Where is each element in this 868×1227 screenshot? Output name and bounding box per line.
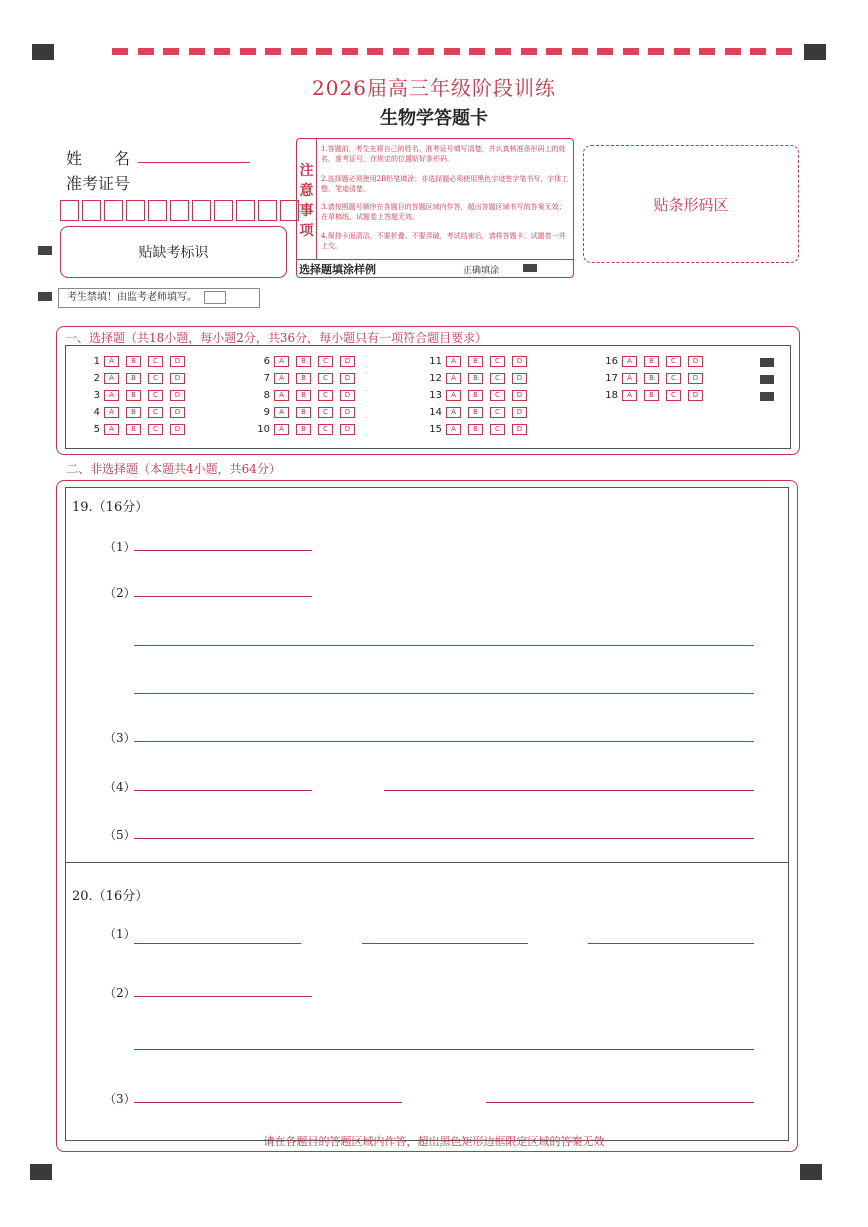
option-bubble-d[interactable]: D <box>512 407 527 418</box>
question-number: 11 <box>429 356 442 367</box>
option-bubble-c[interactable]: C <box>318 373 333 384</box>
row-sync-marker <box>760 375 774 384</box>
sync-marker <box>38 292 52 301</box>
option-bubble-b[interactable]: B <box>468 407 483 418</box>
option-bubble-d[interactable]: D <box>170 373 185 384</box>
question-number: 3 <box>93 390 100 401</box>
option-bubble-b[interactable]: B <box>644 356 659 367</box>
q19-1-answer-line[interactable] <box>134 550 312 551</box>
choice-section-title: 一、选择题（共18小题，每小题2分，共36分，每小题只有一项符合题目要求） <box>65 331 488 345</box>
option-bubble-a[interactable]: A <box>274 407 289 418</box>
exam-id-digit-box[interactable] <box>60 200 79 221</box>
timing-dash <box>469 48 485 55</box>
option-bubble-a[interactable]: A <box>622 373 637 384</box>
option-bubble-d[interactable]: D <box>340 390 355 401</box>
timing-dash <box>495 48 511 55</box>
option-bubble-b[interactable]: B <box>296 373 311 384</box>
footer-note: 请在各题目的答题区域内作答，超出黑色矩形边框限定区域的答案无效 <box>263 1135 605 1148</box>
q19-5-answer-line[interactable] <box>134 838 754 839</box>
option-bubble-b[interactable]: B <box>468 390 483 401</box>
q19-3-answer-line[interactable] <box>134 741 754 742</box>
notice-item: 1.答题前，考生先将自己的姓名、准考证号填写清楚，并认真核准条形码上的姓名、准考证号，在规定的位置贴好条形码。 <box>321 145 566 163</box>
question-number: 5 <box>93 424 100 435</box>
absent-fill-box[interactable] <box>204 291 226 304</box>
option-bubble-b[interactable]: B <box>468 373 483 384</box>
option-bubble-b[interactable]: B <box>644 373 659 384</box>
timing-dash <box>699 48 715 55</box>
option-bubble-d[interactable]: D <box>170 407 185 418</box>
option-bubble-d[interactable]: D <box>512 356 527 367</box>
timing-dash <box>240 48 256 55</box>
timing-dash <box>367 48 383 55</box>
option-bubble-b[interactable]: B <box>296 407 311 418</box>
timing-marks <box>112 48 792 56</box>
notice-heading-char: 项 <box>299 223 314 239</box>
choice-question-2 <box>76 373 192 384</box>
option-bubble-c[interactable]: C <box>148 373 163 384</box>
exam-title: 2026届高三年级阶段训练 <box>312 76 556 100</box>
choice-question-16 <box>594 356 710 367</box>
choice-question-17 <box>594 373 710 384</box>
option-bubble-c[interactable]: C <box>318 407 333 418</box>
exam-id-digit-box[interactable] <box>126 200 145 221</box>
q20-1-answer-line[interactable] <box>362 943 528 944</box>
question-number: 14 <box>429 407 442 418</box>
question-number: 15 <box>429 424 442 435</box>
exam-id-digit-box[interactable] <box>148 200 167 221</box>
option-bubble-d[interactable]: D <box>512 424 527 435</box>
option-bubble-d[interactable]: D <box>688 390 703 401</box>
option-bubble-c[interactable]: C <box>490 424 505 435</box>
option-bubble-d[interactable]: D <box>340 424 355 435</box>
option-bubble-d[interactable]: D <box>688 373 703 384</box>
question-divider <box>66 862 788 863</box>
option-bubble-c[interactable]: C <box>666 390 681 401</box>
sync-marker <box>38 246 52 255</box>
nonchoice-section <box>56 480 798 1152</box>
q19-sub-4: （4） <box>104 780 136 794</box>
option-bubble-b[interactable]: B <box>468 424 483 435</box>
q19-2-answer-line[interactable] <box>134 596 312 597</box>
question-number: 7 <box>263 373 270 384</box>
option-bubble-c[interactable]: C <box>148 424 163 435</box>
timing-dash <box>521 48 537 55</box>
q19-sub-3: （3） <box>104 731 136 745</box>
timing-dash <box>776 48 792 55</box>
choice-question-14 <box>418 407 534 418</box>
exam-id-digit-box[interactable] <box>170 200 189 221</box>
choice-question-10 <box>246 424 362 435</box>
proctor-note-text: 考生禁填！由监考老师填写。 <box>67 292 197 303</box>
choice-question-1 <box>76 356 192 367</box>
card-title: 生物学答题卡 <box>380 108 488 129</box>
option-bubble-c[interactable]: C <box>148 356 163 367</box>
option-bubble-d[interactable]: D <box>688 356 703 367</box>
notice-item: 4.保持卡面清洁，不要折叠、不要弄破，考试结束后，请将答题卡、试题卷一并上交。 <box>321 232 566 250</box>
timing-dash <box>444 48 460 55</box>
option-bubble-a[interactable]: A <box>622 390 637 401</box>
choice-question-9 <box>246 407 362 418</box>
option-bubble-b[interactable]: B <box>126 356 141 367</box>
option-bubble-a[interactable]: A <box>274 390 289 401</box>
option-bubble-a[interactable]: A <box>274 356 289 367</box>
q19-sub-5: （5） <box>104 828 136 842</box>
timing-dash <box>291 48 307 55</box>
notice-heading-char: 注 <box>299 163 314 179</box>
choice-question-11 <box>418 356 534 367</box>
option-bubble-c[interactable]: C <box>490 390 505 401</box>
option-bubble-a[interactable]: A <box>104 424 119 435</box>
timing-dash <box>674 48 690 55</box>
name-label: 姓 名 <box>66 149 131 168</box>
q20-1-answer-line[interactable] <box>588 943 754 944</box>
notice-heading-char: 事 <box>299 203 314 219</box>
option-bubble-b[interactable]: B <box>126 373 141 384</box>
option-bubble-d[interactable]: D <box>170 356 185 367</box>
option-bubble-b[interactable]: B <box>126 390 141 401</box>
question-number: 16 <box>605 356 618 367</box>
q19-4-answer-line[interactable] <box>134 790 312 791</box>
q20-3-answer-line[interactable] <box>134 1102 402 1103</box>
option-bubble-c[interactable]: C <box>490 407 505 418</box>
correct-fill-label: 正确填涂 <box>463 266 500 276</box>
option-bubble-d[interactable]: D <box>340 373 355 384</box>
option-bubble-d[interactable]: D <box>170 424 185 435</box>
choice-question-7 <box>246 373 362 384</box>
timing-dash <box>725 48 741 55</box>
option-bubble-c[interactable]: C <box>666 373 681 384</box>
option-bubble-a[interactable]: A <box>446 407 461 418</box>
q19-sub-2: （2） <box>104 586 136 600</box>
choice-grid <box>65 345 791 449</box>
q20-2-answer-line[interactable] <box>134 1049 754 1050</box>
choice-question-8 <box>246 390 362 401</box>
exam-id-digit-box[interactable] <box>214 200 233 221</box>
fill-sample-row <box>297 259 573 277</box>
q20-3-answer-line[interactable] <box>486 1102 754 1103</box>
corner-marker-top-right <box>804 44 826 60</box>
question-number: 13 <box>429 390 442 401</box>
exam-id-digit-box[interactable] <box>258 200 277 221</box>
option-bubble-d[interactable]: D <box>340 407 355 418</box>
question-number: 18 <box>605 390 618 401</box>
q19-2-answer-line[interactable] <box>134 693 754 694</box>
exam-id-boxes[interactable] <box>60 200 302 221</box>
option-bubble-a[interactable]: A <box>446 424 461 435</box>
option-bubble-c[interactable]: C <box>490 356 505 367</box>
question-number: 17 <box>605 373 618 384</box>
option-bubble-b[interactable]: B <box>644 390 659 401</box>
option-bubble-a[interactable]: A <box>104 407 119 418</box>
timing-dash <box>163 48 179 55</box>
question-number: 10 <box>257 424 270 435</box>
timing-dash <box>316 48 332 55</box>
option-bubble-b[interactable]: B <box>296 424 311 435</box>
notice-heading-char: 意 <box>299 183 314 199</box>
timing-dash <box>572 48 588 55</box>
option-bubble-b[interactable]: B <box>468 356 483 367</box>
option-bubble-c[interactable]: C <box>318 356 333 367</box>
nonchoice-section-title: 二、非选择题（本题共4小题，共64分） <box>66 462 281 476</box>
option-bubble-c[interactable]: C <box>318 390 333 401</box>
question-number: 6 <box>263 356 270 367</box>
question-number: 9 <box>263 407 270 418</box>
option-bubble-a[interactable]: A <box>622 356 637 367</box>
exam-id-digit-box[interactable] <box>82 200 101 221</box>
timing-dash <box>418 48 434 55</box>
option-bubble-c[interactable]: C <box>148 407 163 418</box>
barcode-label: 贴条形码区 <box>653 195 729 214</box>
choice-question-6 <box>246 356 362 367</box>
option-bubble-b[interactable]: B <box>126 407 141 418</box>
choice-question-5 <box>76 424 192 435</box>
option-bubble-b[interactable]: B <box>296 356 311 367</box>
notice-heading <box>297 139 317 259</box>
timing-dash <box>342 48 358 55</box>
choice-question-15 <box>418 424 534 435</box>
option-bubble-a[interactable]: A <box>446 356 461 367</box>
fill-sample-label: 选择题填涂样例 <box>299 263 376 276</box>
option-bubble-a[interactable]: A <box>446 373 461 384</box>
option-bubble-c[interactable]: C <box>318 424 333 435</box>
timing-dash <box>393 48 409 55</box>
option-bubble-a[interactable]: A <box>104 373 119 384</box>
exam-id-label: 准考证号 <box>66 174 131 193</box>
option-bubble-d[interactable]: D <box>340 356 355 367</box>
q20-1-answer-line[interactable] <box>134 943 301 944</box>
q20-sub-3: （3） <box>104 1092 136 1106</box>
question-number: 1 <box>93 356 100 367</box>
row-sync-marker <box>760 392 774 401</box>
choice-question-13 <box>418 390 534 401</box>
corner-marker-top-left <box>32 44 54 60</box>
notice-item: 2.选择题必须使用2B铅笔填涂；非选择题必须使用黑色字迹签字笔书写，字体工整、笔迹清楚。 <box>321 175 569 193</box>
corner-marker-bottom-left <box>30 1164 52 1180</box>
option-bubble-a[interactable]: A <box>446 390 461 401</box>
option-bubble-a[interactable]: A <box>274 373 289 384</box>
timing-dash <box>214 48 230 55</box>
timing-dash <box>189 48 205 55</box>
q19-title: 19.（16分） <box>72 500 149 515</box>
option-bubble-d[interactable]: D <box>512 390 527 401</box>
name-field[interactable] <box>138 162 250 163</box>
timing-dash <box>138 48 154 55</box>
question-number: 8 <box>263 390 270 401</box>
option-bubble-a[interactable]: A <box>104 390 119 401</box>
correct-fill-sample <box>523 264 537 272</box>
timing-dash <box>265 48 281 55</box>
option-bubble-c[interactable]: C <box>148 390 163 401</box>
q19-4-answer-line[interactable] <box>384 790 754 791</box>
option-bubble-d[interactable]: D <box>170 390 185 401</box>
choice-question-12 <box>418 373 534 384</box>
question-number: 2 <box>93 373 100 384</box>
timing-dash <box>546 48 562 55</box>
timing-dash <box>597 48 613 55</box>
answer-frame <box>65 487 789 1141</box>
q19-sub-1: （1） <box>104 540 136 554</box>
q20-2-answer-line[interactable] <box>134 996 312 997</box>
q20-sub-1: （1） <box>104 927 136 941</box>
question-number: 4 <box>93 407 100 418</box>
timing-dash <box>750 48 766 55</box>
choice-question-18 <box>594 390 710 401</box>
option-bubble-a[interactable]: A <box>274 424 289 435</box>
timing-dash <box>112 48 128 55</box>
choice-question-3 <box>76 390 192 401</box>
choice-section <box>56 326 800 455</box>
timing-dash <box>648 48 664 55</box>
q20-sub-2: （2） <box>104 986 136 1000</box>
option-bubble-c[interactable]: C <box>490 373 505 384</box>
absent-sticker-area <box>60 226 287 278</box>
choice-question-4 <box>76 407 192 418</box>
notice-box <box>296 138 574 278</box>
corner-marker-bottom-right <box>800 1164 822 1180</box>
option-bubble-b[interactable]: B <box>126 424 141 435</box>
option-bubble-b[interactable]: B <box>296 390 311 401</box>
option-bubble-c[interactable]: C <box>666 356 681 367</box>
barcode-area <box>583 145 799 263</box>
row-sync-marker <box>760 358 774 367</box>
notice-item: 3.请按照题号顺序在各题目的答题区域内作答，超出答题区域书写的答案无效；在草稿纸、试题卷上答题无效。 <box>321 203 566 221</box>
exam-id-digit-box[interactable] <box>192 200 211 221</box>
question-number: 12 <box>429 373 442 384</box>
q20-title: 20.（16分） <box>72 889 149 904</box>
exam-id-digit-box[interactable] <box>104 200 123 221</box>
exam-id-digit-box[interactable] <box>236 200 255 221</box>
q19-2-answer-line[interactable] <box>134 645 754 646</box>
option-bubble-a[interactable]: A <box>104 356 119 367</box>
timing-dash <box>623 48 639 55</box>
option-bubble-d[interactable]: D <box>512 373 527 384</box>
absent-sticker-label: 贴缺考标识 <box>138 245 209 261</box>
proctor-note <box>58 288 260 308</box>
